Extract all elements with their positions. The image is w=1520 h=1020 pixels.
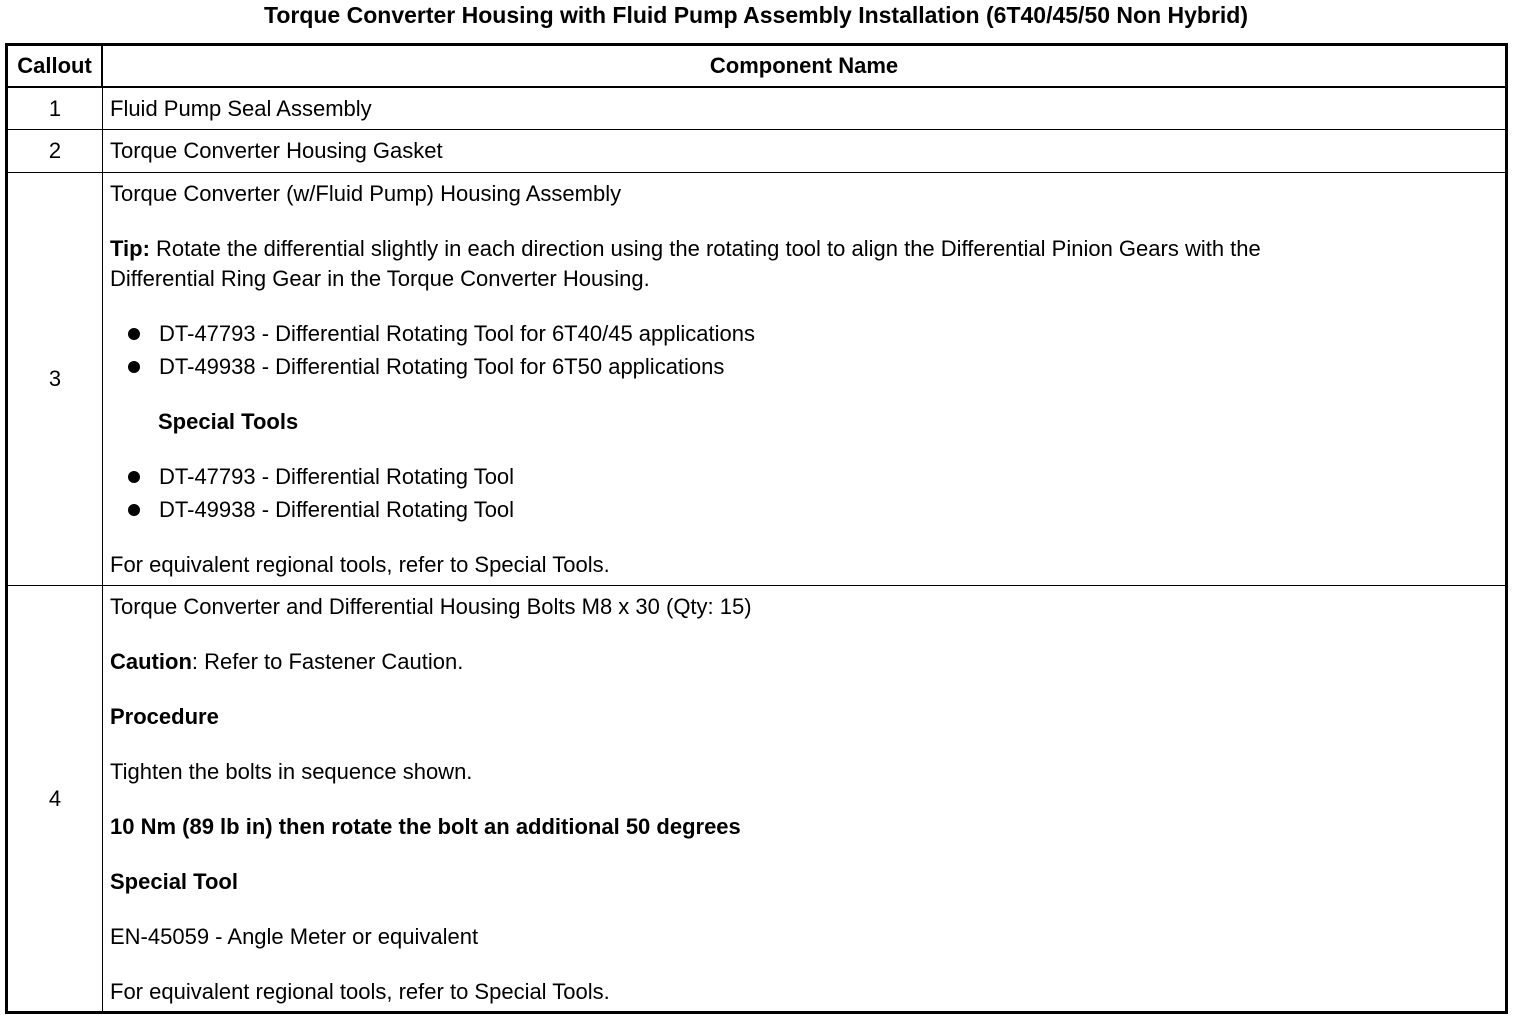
- callout-column-header: Callout: [8, 46, 103, 86]
- special-tool-item: DT-49938 - Differential Rotating Tool: [159, 497, 515, 522]
- caution-label: Caution: [110, 649, 192, 674]
- special-tool-item: DT-47793 - Differential Rotating Tool: [159, 464, 515, 489]
- component-name: Torque Converter (w/Fluid Pump) Housing Assembly: [110, 181, 622, 206]
- tip-text-continued: Differential Ring Gear in the Torque Converter Housing.: [110, 266, 650, 291]
- special-tools-heading: Special Tools: [158, 409, 299, 434]
- callout-number: 2: [8, 130, 103, 172]
- caution-line: [110, 647, 463, 677]
- components-table: [5, 43, 1508, 1014]
- table-header-row: [8, 46, 1505, 88]
- bullet-icon: [128, 471, 140, 483]
- table-row: [8, 88, 1505, 130]
- component-name: Torque Converter and Differential Housing Bolts M8 x 30 (Qty: 15): [110, 594, 752, 619]
- tip-line: [110, 234, 1261, 264]
- tip-label: Tip:: [110, 236, 150, 261]
- torque-spec: 10 Nm (89 lb in) then rotate the bolt an additional 50 degrees: [110, 814, 741, 839]
- callout-number: 4: [8, 586, 103, 1011]
- bullet-icon: [128, 361, 140, 373]
- special-tool-heading: Special Tool: [110, 869, 238, 894]
- component-name: Fluid Pump Seal Assembly: [110, 95, 372, 121]
- callout-number: 1: [8, 88, 103, 129]
- component-name-column-header: Component Name: [709, 53, 899, 78]
- table-row: [8, 173, 1505, 586]
- table-row: [8, 586, 1505, 1011]
- tip-bullet-item: DT-47793 - Differential Rotating Tool for 6T40/45 applications: [159, 321, 755, 346]
- regional-tools-note: For equivalent regional tools, refer to Special Tools.: [110, 552, 610, 577]
- bullet-icon: [128, 328, 140, 340]
- regional-tools-note: For equivalent regional tools, refer to Special Tools.: [110, 979, 610, 1004]
- table-row: [8, 130, 1505, 173]
- special-tool-item: EN-45059 - Angle Meter or equivalent: [110, 924, 479, 949]
- component-details: [103, 173, 1505, 585]
- tip-text: Rotate the differential slightly in each direction using the rotating tool to align the Differential Pinion Gears with the: [149, 236, 1261, 261]
- caution-text: : Refer to Fastener Caution.: [191, 649, 464, 674]
- component-name: Torque Converter Housing Gasket: [110, 138, 443, 163]
- callout-number: 3: [8, 173, 103, 585]
- tip-bullet-item: DT-49938 - Differential Rotating Tool for 6T50 applications: [159, 354, 725, 379]
- procedure-step: Tighten the bolts in sequence shown.: [110, 759, 473, 784]
- procedure-heading: Procedure: [110, 704, 219, 729]
- bullet-icon: [128, 504, 140, 516]
- page-title: Torque Converter Housing with Fluid Pump Assembly Installation (6T40/45/50 Non Hybrid): [263, 2, 1249, 28]
- component-details: [103, 586, 1505, 1011]
